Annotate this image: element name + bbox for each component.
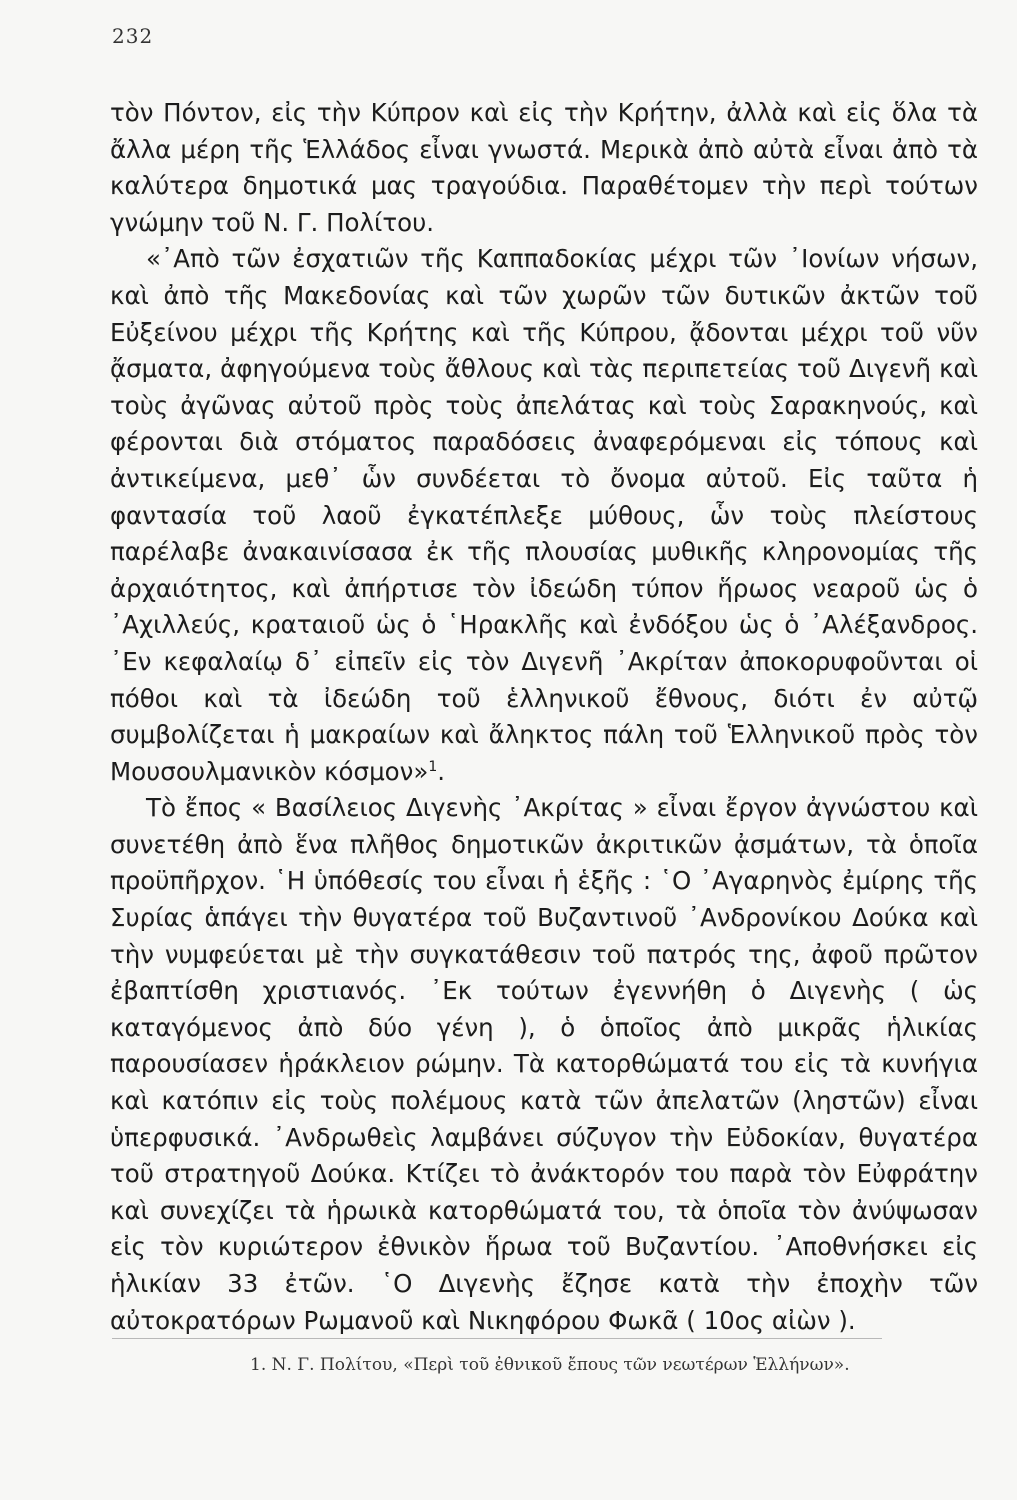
footnote: 1. Ν. Γ. Πολίτου, «Περὶ τοῦ ἐθνικοῦ ἔπους τῶν νεωτέρων Ἑλλήνων». [250, 1355, 850, 1375]
footnote-divider [112, 1338, 882, 1339]
page-number: 232 [112, 24, 154, 48]
paragraph-quote: «᾽Απὸ τῶν ἐσχατιῶν τῆς Καππαδοκίας μέχρι τῶν ᾽Ιονίων νήσων, καὶ ἀπὸ τῆς Μακεδονίας καὶ τῶν χωρῶν τῶν δυτικῶν ἀκτῶν τοῦ Εὐξείνου μέχρι τῆς Κρήτης καὶ τῆς Κύπρου, ᾄδονται μέχρι τοῦ νῦν ᾄσματα, ἀφηγούμενα τοὺς ἄθλους καὶ τὰς περιπετείας τοῦ Διγενῆ καὶ τοὺς ἀγῶνας αὐτοῦ πρὸς τοὺς ἀπελάτας καὶ τοὺς Σαρακηνούς, καὶ φέρονται διὰ στόματος παραδόσεις ἀναφερόμεναι εἰς τόπους καὶ ἀντικείμενα, μεθ᾽ ὧν συνδέεται τὸ ὄνομα αὐτοῦ. Εἰς ταῦτα ἡ φαντασία τοῦ λαοῦ ἐγκατέπλεξε μύθους, ὧν τοὺς πλείστους παρέλαβε ἀνακαινίσασα ἐκ τῆς πλουσίας μυθικῆς κληρονομίας τῆς ἀρχαιότητος, καὶ ἀπήρτισε τὸν ἰδεώδη τύπον ἥρωος νεαροῦ ὡς ὁ ᾽Αχιλλεύς, κραταιοῦ ὡς ὁ ῾Ηρακλῆς καὶ ἐνδόξου ὡς ὁ ᾽Αλέξανδρος. ᾽Εν κεφαλαίῳ δ᾽ εἰπεῖν εἰς τὸν Διγενῆ ᾽Ακρίταν ἀποκορυφοῦνται οἱ πόθοι καὶ τὰ ἰδεώδη τοῦ ἑλληνικοῦ ἔθνους, διότι ἐν αὐτῷ συμβολίζεται ἡ μακραίων καὶ ἄληκτος πάλη τοῦ Ἑλληνικοῦ πρὸς τὸν Μουσουλμανικὸν κόσμον»$^1$. [110, 244, 978, 786]
quote-text: «᾽Απὸ τῶν ἐσχατιῶν τῆς Καππαδοκίας μέχρι τῶν ᾽Ιονίων νήσων, καὶ ἀπὸ τῆς Μακεδονίας καὶ τῶν χωρῶν τῶν δυτικῶν ἀκτῶν τοῦ Εὐξείνου μέχρι τῆς Κρήτης καὶ τῆς Κύπρου, ᾄδονται μέχρι τοῦ νῦν ᾄσματα, ἀφηγούμενα τοὺς ἄθλους καὶ τὰς περιπετείας τοῦ Διγενῆ καὶ τοὺς ἀγῶνας αὐτοῦ πρὸς τοὺς ἀπελάτας καὶ τοὺς Σαρακηνούς, καὶ φέρονται διὰ στόματος παραδόσεις ἀναφερόμεναι εἰς τόπους καὶ ἀντικείμενα, μεθ᾽ ὧν συνδέεται τὸ ὄνομα αὐτοῦ. Εἰς ταῦτα ἡ φαντασία τοῦ λαοῦ ἐγκατέπλεξε μύθους, ὧν τοὺς πλείστους παρέλαβε ἀνακαινίσασα ἐκ τῆς πλουσίας μυθικῆς κληρονομίας τῆς ἀρχαιότητος, καὶ ἀπήρτισε τὸν ἰδεώδη τύπον ἥρωος νεαροῦ ὡς ὁ ᾽Αχιλλεύς, κραταιοῦ ὡς ὁ ῾Ηρακλῆς καὶ ἐνδόξου ὡς ὁ ᾽Αλέξανδρος. ᾽Εν κεφαλαίῳ δ᾽ εἰπεῖν εἰς τὸν Διγενῆ ᾽Ακρίταν ἀποκορυφοῦνται οἱ πόθοι καὶ τὰ ἰδεώδη τοῦ ἑλληνικοῦ ἔθνους, διότι ἐν αὐτῷ συμβολίζεται ἡ μακραίων καὶ ἄληκτος πάλη τοῦ Ἑλληνικοῦ πρὸς τὸν Μουσουλμανικὸν κόσμον» [110, 244, 978, 786]
footnote-reference: 1 [428, 758, 438, 775]
paragraph-epic: Τὸ ἔπος « Βασίλειος Διγενὴς ᾽Ακρίτας » εἶναι ἔργον ἀγνώστου καὶ συνετέθη ἀπὸ ἕνα πλῆθος δημοτικῶν ἀκριτικῶν ᾀσμάτων, τὰ ὁποῖα προϋπῆρχον. ῾Η ὑπόθεσίς του εἶναι ἡ ἑξῆς : ῾Ο ᾽Αγαρηνὸς ἐμίρης τῆς Συρίας ἁπάγει τὴν θυγατέρα τοῦ Βυζαντινοῦ ᾽Ανδρονίκου Δούκα καὶ τὴν νυμφεύεται μὲ τὴν συγκατάθεσιν τοῦ πατρός της, ἀφοῦ πρῶτον ἐβαπτίσθη χριστιανός. ᾽Εκ τούτων ἐγεννήθη ὁ Διγενὴς ( ὡς καταγόμενος ἀπὸ δύο γένη ), ὁ ὁποῖος ἀπὸ μικρᾶς ἡλικίας παρουσίασεν ἡράκλειον ρώμην. Τὰ κατορθώματά του εἰς τὰ κυνήγια καὶ κατόπιν εἰς τοὺς πολέμους κατὰ τῶν ἀπελατῶν (ληστῶν) εἶναι ὑπερφυσικά. ᾽Ανδρωθεὶς λαμβάνει σύζυγον τὴν Εὐδοκίαν, θυγατέρα τοῦ στρατηγοῦ Δούκα. Κτίζει τὸ ἀνάκτορόν του παρὰ τὸν Εὐφράτην καὶ συνεχίζει τὰ ἡρωικὰ κατορθώματά του, τὰ ὁποῖα τὸν ἀνύψωσαν εἰς τὸν κυριώτερον ἐθνικὸν ἥρωα τοῦ Βυζαντίου. ᾽Αποθνήσκει εἰς ἡλικίαν 33 ἐτῶν. ῾Ο Διγενὴς ἔζησε κατὰ τὴν ἐποχὴν τῶν αὐτοκρατόρων Ρωμανοῦ καὶ Νικηφόρου Φωκᾶ ( 10ος αἰὼν ). [110, 793, 978, 1335]
body-text [110, 95, 978, 1339]
paragraph-intro: τὸν Πόντον, εἰς τὴν Κύπρον καὶ εἰς τὴν Κρήτην, ἀλλὰ καὶ εἰς ὅλα τὰ ἄλλα μέρη τῆς Ἑλλάδος εἶναι γνωστά. Μερικὰ ἀπὸ αὐτὰ εἶναι ἀπὸ τὰ καλύτερα δημοτικά μας τραγούδια. Παραθέτομεν τὴν περὶ τούτων γνώμην τοῦ Ν. Γ. Πολίτου. [110, 98, 978, 237]
